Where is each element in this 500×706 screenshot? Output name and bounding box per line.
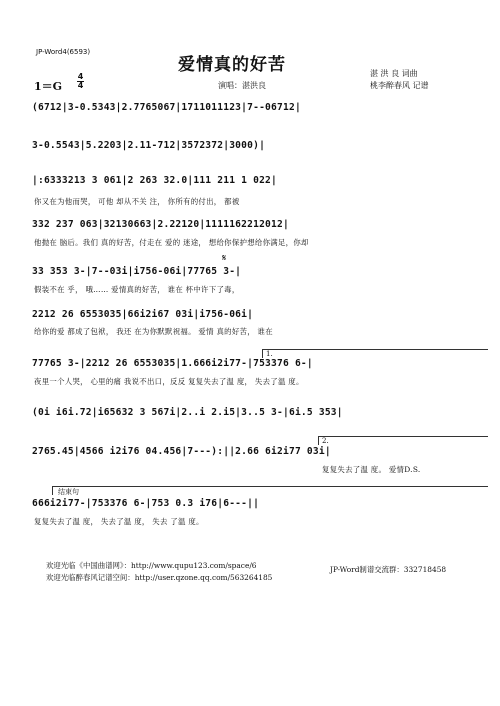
transcriber-credit: 桃李醉春风 记谱: [370, 81, 429, 90]
first-ending-bracket: [262, 349, 488, 358]
score-line-3-lyrics: 你又在为他而哭， 可他 却从不关 注， 你所有的付出， 都被: [34, 197, 240, 206]
score-line-9-notes: 2765.45|4566 i2i76 04.456|7---):||2.66 6i2i77 03i|: [32, 446, 331, 457]
second-ending-label: 2.: [322, 437, 329, 445]
coda-label: 结束句: [58, 488, 79, 496]
footer-line-1: [46, 560, 257, 571]
score-line-8-notes: (0i i6i.72|i65632 3 567i|2..i 2.i5|3..5 3-|6i.5 353|: [32, 407, 343, 418]
score-line-4-lyrics: 他抛在 脑后。我们 真的好苦，付走在 爱的 迷途， 想给你保护想给你满足，你却: [34, 238, 309, 247]
score-line-3-notes: |:6333213 3 061|2 263 32.0|111 211 1 022|: [32, 175, 278, 186]
time-signature: [77, 73, 84, 90]
score-line-5-notes: 33 353 3-|7--03i|i756-06i|77765 3-|: [32, 266, 242, 277]
source-tag: JP-Word4(6593): [36, 48, 91, 56]
score-line-4-notes: 332 237 063|32130663|2.22120|1111162212012|: [32, 219, 289, 230]
score-line-9-lyrics: 复复失去了温 度。 爱情D.S.: [322, 465, 421, 474]
singer-credit: 演唱：湛洪良: [218, 81, 266, 90]
footer-line-2-url[interactable]: http://user.qzone.qq.com/563264185: [134, 573, 273, 582]
key-signature: 1＝G: [34, 80, 63, 93]
score-line-1-notes: (6712|3-0.5343|2.7765067|1711011123|7--06712|: [32, 102, 301, 113]
first-ending-label: 1.: [266, 350, 273, 358]
score-line-7-notes: 77765 3-|2212 26 6553035|1.666i2i77-|753376 6-|: [32, 358, 313, 369]
score-line-6-lyrics: 给你的爱 都成了包袱， 我还 在为你默默祝福。 爱情 真的好苦， 谁在: [34, 327, 273, 336]
time-signature-bottom: 4: [77, 81, 84, 90]
score-line-7-lyrics: 夜里一个人哭， 心里的痛 我说不出口，反反 复复失去了温 度， 失去了温 度。: [34, 377, 304, 386]
second-ending-bracket: [318, 436, 488, 445]
footer-line-2: [46, 572, 272, 583]
score-line-5-lyrics: 假装不在 乎， 哦…… 爱情真的好苦， 谁在 杯中许下了毒，: [34, 285, 240, 294]
segno-sign: 𝄋: [222, 253, 227, 264]
score-line-10-lyrics: 复复失去了温 度， 失去了温 度， 失去 了温 度。: [34, 517, 204, 526]
footer-line-1-url[interactable]: http://www.qupu123.com/space/6: [131, 561, 257, 570]
score-line-6-notes: 2212 26 6553035|66i2i67 03i|i756-06i|: [32, 309, 254, 320]
footer-line-1-label: 欢迎光临《中国曲谱网》：: [46, 561, 131, 570]
song-title: 爱情真的好苦: [178, 55, 286, 75]
footer-line-2-label: 欢迎光临醉春风记谱空间：: [46, 573, 135, 582]
time-signature-top: 4: [77, 72, 84, 81]
score-line-2-notes: 3-0.5543|5.2203|2.11-712|3572372|3000)|: [32, 140, 266, 151]
coda-bracket: [52, 486, 488, 495]
score-line-10-notes: 666i2i77-|753376 6-|753 0.3 i76|6---||: [32, 498, 260, 509]
footer-contact: JP-Word制谱交流群：332718458: [330, 565, 447, 574]
lyricist-credit: 湛 洪 良 词曲: [370, 69, 418, 78]
